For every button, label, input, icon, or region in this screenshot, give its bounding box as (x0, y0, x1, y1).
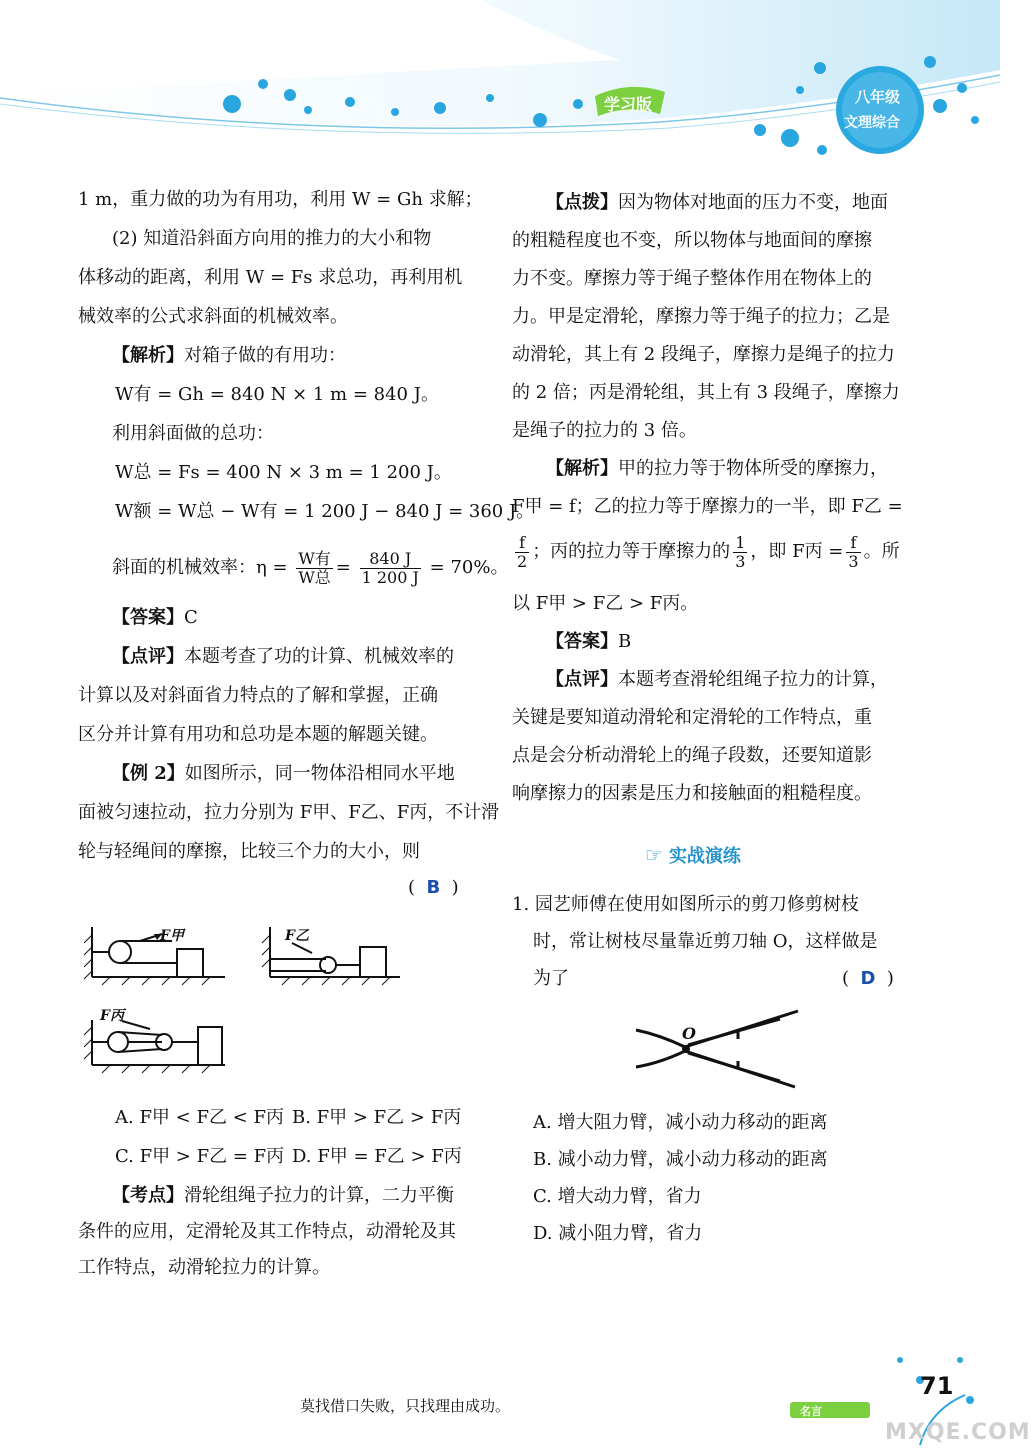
section-title: 实战演练 (668, 846, 741, 867)
text-line: 如图所示，同一物体沿相同水平地 (184, 763, 455, 784)
option-d: D. F甲 = F乙 > F丙 (292, 1146, 462, 1167)
fraction-denominator: 1 200 J (361, 567, 419, 587)
brand-label: 名言 (800, 1405, 822, 1418)
question-1-line: 为了 (533, 968, 569, 989)
equation-extra-work: W额 = W总 − W有 = 1 200 J − 840 J = 360 J。 (115, 501, 535, 522)
option-d: D. 减小阻力臂，省力 (533, 1223, 703, 1244)
force-label-jia: F甲 (160, 928, 184, 944)
fraction-denominator: W总 (298, 567, 331, 587)
analysis-tag: 【解析】 (546, 458, 618, 479)
option-b: B. 减小动力臂，减小动力移动的距离 (533, 1149, 828, 1170)
knowledge-point-paragraph (112, 1186, 454, 1206)
header-decoration (0, 0, 1000, 170)
text-line: 械效率的公式求斜面的机械效率。 (78, 306, 348, 327)
text-line: (2) 知道沿斜面方向用的推力的大小和物 (112, 228, 432, 249)
analysis-paragraph (112, 346, 346, 366)
answer-bracket: ( B ) (408, 877, 459, 898)
text-line: 因为物体对地面的压力不变，地面 (618, 192, 888, 213)
footer-motto: 莫找借口失败，只找理由成功。 (300, 1397, 511, 1415)
fraction-numerator: f (846, 534, 860, 553)
text-line: 的 2 倍；丙是滑轮组，其上有 3 段绳子，摩擦力 (512, 382, 900, 403)
text-line: 关键是要知道动滑轮和定滑轮的工作特点，重 (512, 707, 872, 728)
text-line: 以 F甲 > F乙 > F丙。 (512, 593, 699, 614)
fraction-numerator: f (515, 534, 529, 553)
text-line: 响摩擦力的因素是压力和接触面的粗糙程度。 (512, 783, 872, 804)
analysis-text: 对箱子做的有用功： (184, 345, 346, 366)
comment-paragraph (546, 670, 888, 690)
answer-text: C (184, 607, 198, 628)
text-segment: 。所 (863, 541, 900, 562)
fraction-denominator: 3 (735, 551, 746, 571)
question-1-line: 1. 园艺师傅在使用如图所示的剪刀修剪树枝 (512, 894, 859, 915)
equation-useful-work: W有 = Gh = 840 N × 1 m = 840 J。 (115, 384, 439, 405)
answer-tag: 【答案】 (112, 607, 184, 628)
subject-label: 文理综合 (844, 115, 900, 131)
text-line: 力。甲是定滑轮，摩擦力等于绳子的拉力；乙是 (512, 306, 890, 327)
answer-bracket: ( D ) (842, 968, 894, 989)
pivot-label: O (682, 1024, 696, 1043)
question-1-line: 时，常让树枝尽量靠近剪刀轴 O，这样做是 (533, 931, 878, 952)
grade-label: 八年级 (855, 88, 901, 106)
text-line: 力不变。摩擦力等于绳子整体作用在物体上的 (512, 268, 872, 289)
comment-tag: 【点评】 (112, 646, 184, 667)
example-tag: 【例 2】 (112, 763, 185, 784)
answer-line (112, 608, 198, 628)
text-line: 动滑轮，其上有 2 段绳子，摩擦力是绳子的拉力 (512, 344, 895, 365)
equation-total-work: W总 = Fs = 400 N × 3 m = 1 200 J。 (115, 462, 452, 483)
option-b: B. F甲 > F乙 > F丙 (292, 1107, 462, 1128)
fraction-numerator: 1 (735, 532, 746, 552)
text-line: 的粗糙程度也不变，所以物体与地面间的摩擦 (512, 230, 872, 251)
option-c: C. F甲 > F乙 = F丙 (115, 1146, 285, 1167)
watermark: MXQE.COM (885, 1420, 1031, 1445)
option-a: A. F甲 < F乙 < F丙 (115, 1107, 284, 1128)
fraction-denominator: 3 (848, 551, 859, 571)
efficiency-equation: 斜面的机械效率：η = $\frac{\text{W有}}{\text{W总}}$ = $\frac{840 J}{1 200 J}$ = 70%。 (112, 548, 509, 587)
force-label-yi: F乙 (285, 928, 309, 944)
answer-tag: 【答案】 (546, 631, 618, 652)
answer-text: B (618, 631, 632, 652)
text-line: 点是会分析动滑轮上的绳子段数，还要知道影 (512, 745, 872, 766)
pulley-figure (80, 915, 410, 1095)
text-line: 面被匀速拉动，拉力分别为 F甲、F乙、F丙，不计滑 (78, 802, 500, 823)
text-line: 体移动的距离，利用 W = Fs 求总功，再利用机 (78, 267, 463, 288)
text-line: F甲 = f；乙的拉力等于摩擦力的一半，即 F乙 = (512, 496, 903, 517)
page-number: 71 (920, 1372, 954, 1400)
fraction-numerator: W有 (298, 548, 331, 568)
analysis-tag: 【解析】 (112, 345, 184, 366)
edition-badge: 学习版 (604, 95, 653, 114)
text-line: 滑轮组绳子拉力的计算，二力平衡 (184, 1185, 454, 1206)
text-line: 甲的拉力等于物体所受的摩擦力， (618, 458, 888, 479)
text-line: 是绳子的拉力的 3 倍。 (512, 420, 697, 441)
efficiency-result: = 70%。 (429, 557, 509, 578)
text-segment: ；丙的拉力等于摩擦力的 (532, 541, 731, 562)
comment-paragraph (112, 647, 454, 667)
fraction-numerator: 840 J (360, 550, 421, 569)
comment-tag: 【点评】 (546, 669, 618, 690)
fraction-line (512, 532, 900, 572)
example-2-paragraph (112, 764, 455, 784)
force-label-bing: F丙 (100, 1008, 124, 1024)
knowledge-tag: 【考点】 (112, 1185, 184, 1206)
text-segment: ，即 F丙 = (750, 541, 844, 562)
text-line: 区分并计算有用功和总功是本题的解题关键。 (78, 724, 438, 745)
filled-answer: D (860, 968, 876, 989)
text-line: 1 m，重力做的功为有用功，利用 W = Gh 求解； (78, 189, 483, 210)
hint-tag: 【点拨】 (546, 192, 618, 213)
option-a: A. 增大阻力臂，减小动力移动的距离 (533, 1112, 828, 1133)
text-line: 计算以及对斜面省力特点的了解和掌握，正确 (78, 685, 438, 706)
fraction-denominator: 2 (517, 551, 528, 571)
text-line: 工作特点，动滑轮拉力的计算。 (78, 1257, 330, 1278)
text-line: 本题考查滑轮组绳子拉力的计算， (618, 669, 888, 690)
efficiency-label: 斜面的机械效率：η = (112, 557, 288, 578)
pointing-hand-icon: ☞ (645, 843, 663, 867)
scissors-figure (630, 1005, 805, 1095)
hint-paragraph (546, 193, 888, 213)
text-line: 利用斜面做的总功： (112, 423, 274, 444)
analysis-paragraph (546, 459, 888, 479)
text-line: 条件的应用，定滑轮及其工作特点，动滑轮及其 (78, 1221, 456, 1242)
section-heading (645, 842, 741, 868)
text-line: 本题考查了功的计算、机械效率的 (184, 646, 454, 667)
text-line: 轮与轻绳间的摩擦，比较三个力的大小，则 (78, 841, 420, 862)
answer-line (546, 632, 631, 652)
option-c: C. 增大动力臂，省力 (533, 1186, 702, 1207)
filled-answer: B (426, 877, 441, 898)
